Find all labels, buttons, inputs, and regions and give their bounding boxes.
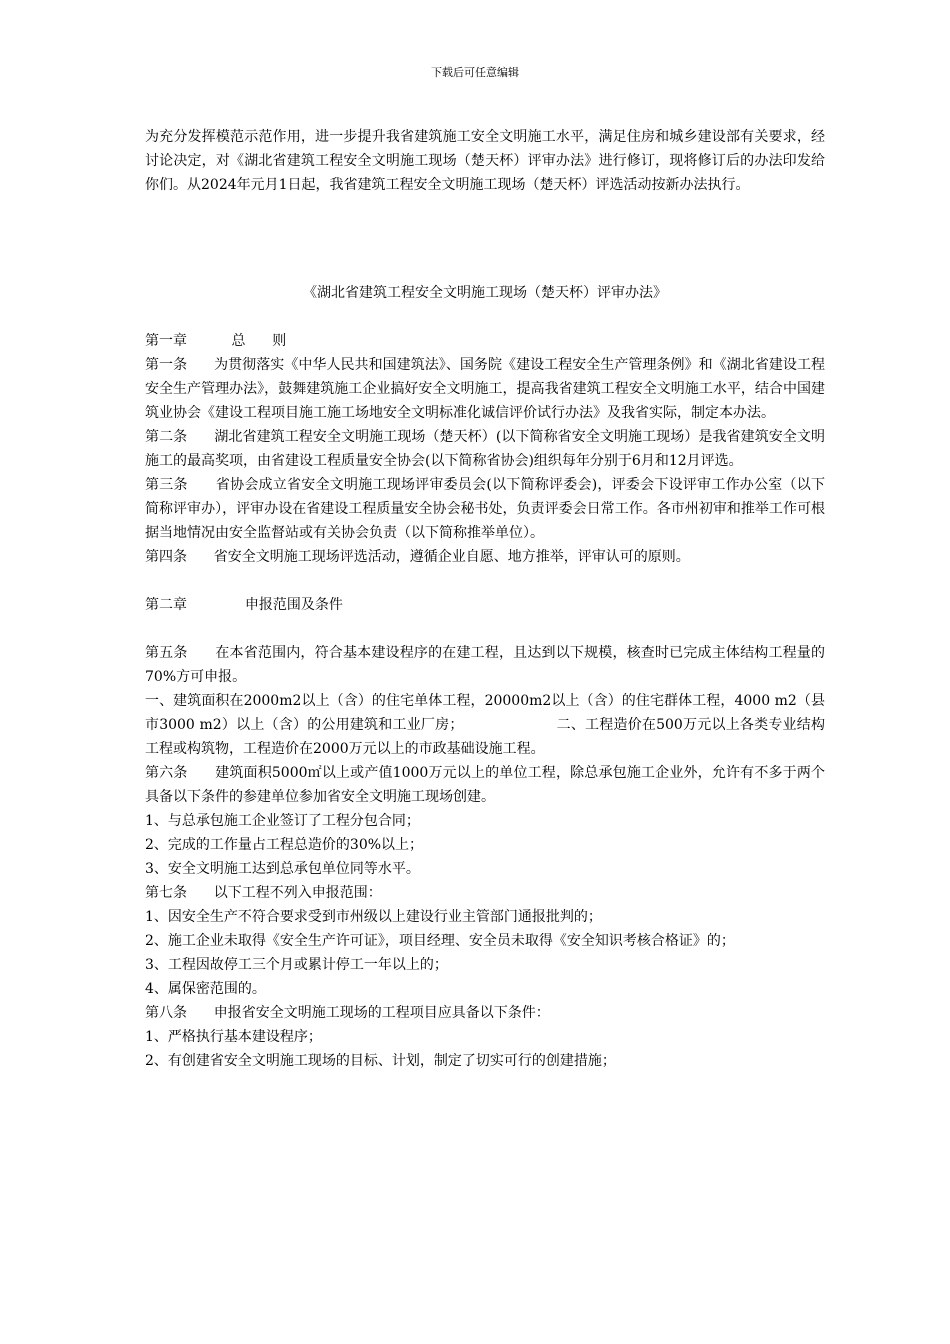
spacer xyxy=(145,305,825,329)
article-8: 第八条 申报省安全文明施工现场的工程项目应具备以下条件： xyxy=(145,1005,550,1021)
article-5-item: 一、建筑面积在2000m2以上（含）的住宅单体工程，20000m2以上（含）的住宅群体工程，4000 m2（县市3000 m2）以上（含）的公用建筑和工业厂房； 二、工程造价在500万元以上各类专业结构工程或构筑物，工程造价在2000万元以上的市政基础设施工程。 xyxy=(145,693,825,757)
article-7-item: 2、施工企业未取得《安全生产许可证》，项目经理、安全员未取得《安全知识考核合格证》的； xyxy=(145,933,735,949)
chapter-1-heading: 第一章 总 则 xyxy=(145,333,287,349)
article-6-item: 1、与总承包施工企业签订了工程分包合同； xyxy=(145,813,420,829)
article-7-item: 3、工程因故停工三个月或累计停工一年以上的； xyxy=(145,957,448,973)
spacer xyxy=(145,569,825,593)
document-body xyxy=(145,125,825,1073)
article-7-item: 1、因安全生产不符合要求受到市州级以上建设行业主管部门通报批判的； xyxy=(145,909,602,925)
header-note: 下载后可任意编辑 xyxy=(431,66,519,79)
intro-paragraph: 为充分发挥模范示范作用，进一步提升我省建筑施工安全文明施工水平，满足住房和城乡建设部有关要求，经讨论决定，对《湖北省建筑工程安全文明施工现场（楚天杯）评审办法》进行修订，现将修订后的办法印发给你们。从2024年元月1日起，我省建筑工程安全文明施工现场（楚天杯）评选活动按新办法执行。 xyxy=(145,129,825,193)
article-6-item: 2、完成的工作量占工程总造价的30%以上； xyxy=(145,837,424,853)
article-3: 第三条 省协会成立省安全文明施工现场评审委员会(以下简称评委会)，评委会下设评审工作办公室（以下简称评审办），评审办设在省建设工程质量安全协会秘书处，负责评委会日常工作。各市州初审和推举工作可根据当地情况由安全监督站或有关协会负责（以下简称推举单位）。 xyxy=(145,477,825,541)
article-7: 第七条 以下工程不列入申报范围： xyxy=(145,885,382,901)
article-4: 第四条 省安全文明施工现场评选活动，遵循企业自愿、地方推举，评审认可的原则。 xyxy=(145,549,690,565)
document-title: 《湖北省建筑工程安全文明施工现场（楚天杯）评审办法》 xyxy=(303,285,667,301)
spacer xyxy=(145,617,825,641)
spacer xyxy=(145,197,825,281)
article-2: 第二条 湖北省建筑工程安全文明施工现场（楚天杯）(以下简称省安全文明施工现场）是我省建筑安全文明施工的最高奖项，由省建设工程质量安全协会(以下简称省协会)组织每年分别于6月和12月评选。 xyxy=(145,429,825,469)
chapter-2-heading: 第二章 申报范围及条件 xyxy=(145,597,343,613)
article-6: 第六条 建筑面积5000㎡以上或产值1000万元以上的单位工程，除总承包施工企业外，允许有不多于两个具备以下条件的参建单位参加省安全文明施工现场创建。 xyxy=(145,765,825,805)
article-8-item: 2、有创建省安全文明施工现场的目标、计划，制定了切实可行的创建措施； xyxy=(145,1053,616,1069)
article-1: 第一条 为贯彻落实《中华人民共和国建筑法》、国务院《建设工程安全生产管理条例》和《湖北省建设工程安全生产管理办法》，鼓舞建筑施工企业搞好安全文明施工，提高我省建筑工程安全文明施工水平，结合中国建筑业协会《建设工程项目施工施工场地安全文明标准化诚信评价试行办法》及我省实际，制定本办法。 xyxy=(145,357,825,421)
article-8-item: 1、严格执行基本建设程序； xyxy=(145,1029,322,1045)
article-5: 第五条 在本省范围内，符合基本建设程序的在建工程，且达到以下规模，核查时已完成主体结构工程量的70%方可申报。 xyxy=(145,645,825,685)
article-7-item: 4、属保密范围的。 xyxy=(145,981,266,997)
article-6-item: 3、安全文明施工达到总承包单位同等水平。 xyxy=(145,861,420,877)
